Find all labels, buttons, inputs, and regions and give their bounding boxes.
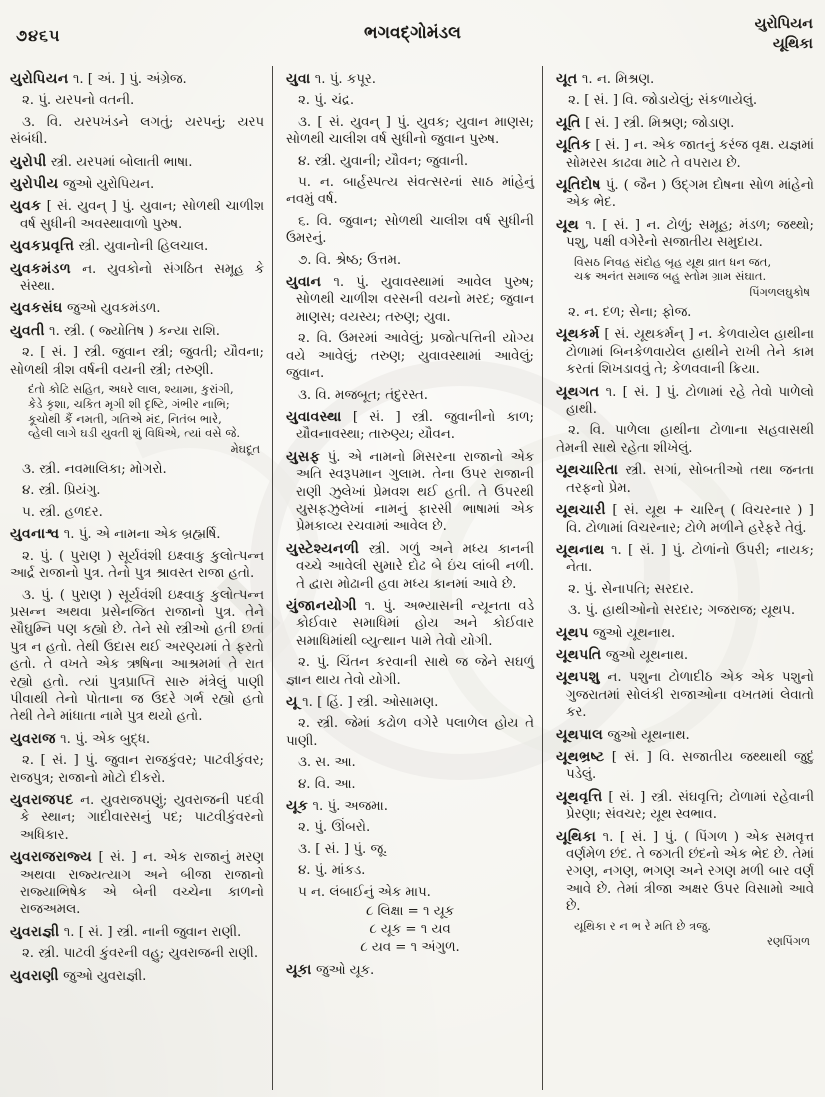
entry-sense: ૫. સ્ત્રી. હળદર.	[22, 504, 103, 520]
dictionary-entry: યૂથપશુ ન. પશુના ટોળાદીઠ એક એક પશુનો ગુજરાતમાં સોલંકી રાજાઓના વખતમાં લેવાતો કર.	[556, 669, 814, 721]
verse-line: વિસઠ નિવહ સંદોહ બૃહ યૂથ વ્રાત ધન જત,	[574, 254, 772, 269]
entry-sense: ૨. પું. ચંદ્ર.	[298, 93, 355, 109]
entry-sense: ૨. પું. ( પુરાણ ) સૂર્યવંશી ઇક્ષ્વાકુ કુલોત્પન્ન આર્દ્ર રાજાનો પુત્ર. તેનો પુત્ર શ્રાવસ્ત રાજા હતો.	[10, 548, 264, 582]
measure-line: ૮ લિક્ષા = ૧ યૂક	[365, 904, 455, 920]
entry-headword: યૂથિકા	[556, 828, 597, 845]
dictionary-entry: યુસ્ટેશ્યનળી સ્ત્રી. ગળું અને મધ્ય કાનની વચ્ચે આવેલી સુમારે દોઢ બે ઇંચ લાંબી નળી. તે દ્વારા મોઢાની હવા મધ્ય કાનમાં આવે છે.	[286, 540, 534, 592]
verse-line: કેડે કૃશા, ચકિત મૃગી શી દૃષ્ટિ, ગંભીર નાભિ;	[28, 396, 230, 411]
dictionary-entry: યુવકપ્રવૃત્તિ સ્ત્રી. યુવાનોની હિલચાલ.	[10, 238, 209, 255]
measure-table	[286, 903, 534, 957]
dictionary-entry: યુવરાજપદ ન. યુવરાજપણું; યુવરાજની પદવી કે સ્થાન; ગાદીવારસનું પદ; પાટવીકુંવરનો અધિકાર.	[10, 791, 264, 843]
entry-headword: યુવા	[286, 71, 311, 87]
book-title: ભગવદ્ગોમંડલ	[364, 23, 461, 43]
entry-sense: ૨. પું. યરપનો વતની.	[22, 93, 135, 109]
entry-sense: ૨. વિ. ઉમરમાં આવેલું; પ્રજોત્પત્તિની યોગ્ય વયે આવેલું; તરુણ; યુવાવસ્થામાં આવેલું; જુવાન.	[286, 331, 534, 382]
entry-headword: યુવાવસ્થા	[286, 408, 342, 425]
entry-sense: ૨. પું. ચિંતન કરવાની સાથે જ જેને સઘળું જ્ઞાન થાય તેવો યોગી.	[286, 655, 534, 688]
dictionary-entry: યૂથ ૧. [ સં. ] ન. ટોળું; સમૂહ; મંડળ; જથ્થો; પશુ, પક્ષી વગેરેનો સજાતીય સમુદાય.	[556, 216, 814, 251]
entry-headword: યૂથપ	[556, 624, 589, 641]
dictionary-entry: યૂથચારિતા સ્ત્રી. સગાં, સોબતીઓ તથા જનતા તરફનો પ્રેમ.	[556, 462, 814, 496]
entry-sense: ૪. સ્ત્રી. પ્રિયંગુ.	[22, 483, 101, 499]
dictionary-entry: યુવક [ સં. યુવન્ ] પું. યુવાન; સોળથી ચાળીશ વર્ષ સુધીની અવસ્થાવાળો પુરુષ.	[10, 198, 264, 232]
entry-sense: ૪. વિ. આ.	[298, 776, 356, 792]
entry-sense: ૪. પું. માંકડ.	[298, 863, 366, 879]
entry-sense: ૨. સ્ત્રી. જેમાં કઢોળ વગેરે પલાળેલ હોય તે પાણી.	[286, 716, 534, 749]
entry-headword: યુવકપ્રવૃત્તિ	[10, 238, 75, 255]
entry-sense: ૫ ન. લંબાઈનું એક માપ.	[298, 884, 431, 900]
dictionary-entry: યુવરાજરાજ્ય [ સં. ] ન. એક રાજાનું મરણ અથવા રાજ્યત્યાગ અને બીજા રાજાનો રાજ્યાભિષેક એ બેની વચ્ચેના કાળનો રાજઅમલ.	[10, 849, 264, 918]
dictionary-entry: યૂથનાથ ૧. [ સં. ] પું. ટોળાંનો ઉપરી; નાયક; નેતા.	[556, 541, 814, 576]
dictionary-entry: યૂ ૧. [ હિં. ] સ્ત્રી. ઓસામણ.	[286, 694, 439, 710]
entry-headword: યુસફ	[286, 448, 321, 465]
entry-sense: ૫. ન. બાર્હસ્પત્ય સંવત્સરનાં સાઠ માંહેનું નવમું વર્ષ.	[286, 175, 534, 208]
column-right	[542, 66, 816, 1090]
verse-line: વ્હેલી લાગે ઘડી યુવતી શું વિધિએ, ત્યાં વસે જે.	[28, 426, 241, 441]
entry-headword: યૂથપશુ	[556, 669, 600, 686]
entry-headword: યૂથચારિતા	[556, 462, 619, 479]
dictionary-entry: યુવકસંઘ જુઓ યુવકમંડળ.	[10, 300, 161, 317]
entry-headword: યૂતિદોષ	[556, 177, 601, 194]
entry-headword: યુવક	[10, 198, 42, 215]
dictionary-entry: યૂતિદોષ પું. ( જૈન ) ઉદ્ગમ દોષના સોળ માંહેનો એક ભેદ.	[556, 177, 814, 211]
entry-headword: યૂથ	[556, 216, 580, 233]
entry-headword: યૂત	[556, 71, 578, 87]
entry-sense: ૭. વિ. શ્રેષ્ઠ; ઉત્તમ.	[298, 252, 402, 268]
quotation-verse	[574, 255, 814, 300]
entry-sense: ૨. વિ. પાળેલા હાથીના ટોળાના સહવાસથી તેમની સાથે રહેતા શીખેલું.	[556, 423, 814, 456]
dictionary-entry: યુરોપી સ્ત્રી. યરપમાં બોલાતી ભાષા.	[10, 153, 193, 170]
entry-sense: ૬. વિ. જુવાન; સોળથી ચાલીશ વર્ષ સુધીની ઉમરનું.	[286, 213, 534, 247]
dictionary-entry: યુંજાનયોગી ૧. પું. અભ્યાસની ન્યૂનતા વડે કોઈવાર સમાધિમાં હોય અને કોઈવાર સમાધિમાંથી વ્યુત્થાન પામે તેવો યોગી.	[286, 597, 534, 649]
entry-headword: યૂથપાલ	[556, 726, 604, 743]
dictionary-entry: યુરોપીય જુઓ યુરોપિયન.	[10, 176, 155, 193]
dictionary-entry: યુવરાજ્ઞી ૧. [ સં. ] સ્ત્રી. નાની જુવાન રાણી.	[10, 923, 242, 940]
entry-headword: યુવરાજરાજ્ય	[10, 849, 93, 866]
quotation-verse	[28, 382, 264, 457]
entry-headword: યુરોપી	[10, 153, 47, 170]
dictionary-entry: યુરોપિયન ૧. [ અં. ] પું. અંગ્રેજ.	[10, 71, 187, 87]
dictionary-columns	[0, 64, 825, 1090]
entry-sense: ૨. પું. ઊંબરો.	[298, 820, 371, 836]
dictionary-entry: યૂથિકા ૧. [ સં. ] પું. ( પિંગળ ) એક સમવૃત્ત વર્ણમેળ છંદ. તે જગતી છંદનો એક ભેદ છે. તેમાં રગણ, નગણ, ભગણ અને રગણ મળી બાર વર્ણ આવે છે. તેમાં ત્રીજા અક્ષર ઉપર વિસામો આવે છે.	[556, 828, 814, 915]
dictionary-entry: યુવાન ૧. પું. યુવાવસ્થામાં આવેલ પુરુષ; સોળથી ચાળીશ વરસની વયનો મરદ; જુવાન માણસ; વયસ્ય; તરુણ; યુવા.	[286, 274, 534, 325]
entry-headword: યૂથગત	[556, 383, 600, 400]
entry-headword: યૂથનાથ	[556, 541, 605, 558]
guide-words	[755, 14, 813, 53]
entry-headword: યુવરાજ	[10, 730, 56, 747]
dictionary-entry: યૂતિ [ સં. ] સ્ત્રી. મિશ્રણ; જોડાણ.	[556, 114, 735, 131]
entry-headword: યુસ્ટેશ્યનળી	[286, 540, 360, 557]
entry-sense: ૩. વિ. મજબૂત; તંદુરસ્ત.	[298, 387, 428, 403]
entry-sense: ૨. સ્ત્રી. પાટવી કુંવરની વહુ; યુવરાજની રાણી.	[22, 946, 259, 962]
entry-headword: યુવરાણી	[10, 967, 59, 984]
entry-sense: ૨. પું. સેનાપતિ; સરદાર.	[568, 581, 694, 597]
verse-citation: રણપિંગળ	[767, 934, 810, 949]
entry-sense: ૨. [ સં. ] પું. જુવાન રાજકુંવર; પાટવીકુંવર; રાજપુત્ર; રાજાનો મોટો દીકરો.	[10, 753, 264, 786]
quotation-verse	[574, 919, 814, 950]
dictionary-entry: યૂતિક [ સં. ] ન. એક જાતનું કરંજ વૃક્ષ. યજ્ઞમાં સોમરસ કાઢવા માટે તે વપરાય છે.	[556, 137, 814, 171]
verse-citation: મેઘદૂત	[230, 442, 260, 457]
dictionary-entry: યૂથવૃત્તિ [ સં. ] સ્ત્રી. સંઘવૃત્તિ; ટોળામાં રહેવાની પ્રેરણા; સંવચર; યૂથ સ્વભાવ.	[556, 788, 814, 823]
entry-sense: ૩. [ સં. યુવન્ ] પું. યુવક; યુવાન માણસ; સોળથી ચાલીશ વર્ષ સુધીનો જુવાન પુરુષ.	[286, 114, 534, 148]
dictionary-entry: યુવનાશ્વ ૧. પું. એ નામના એક બ્રહ્મર્ષિ.	[10, 526, 221, 543]
entry-headword: યુવકમંડળ	[10, 260, 72, 277]
entry-sense: ૨. ન. દળ; સેના; ફોજ.	[568, 305, 692, 321]
dictionary-entry: યૂથપાલ જુઓ યૂથનાથ.	[556, 726, 690, 743]
dictionary-entry: યૂથભ્રષ્ટ [ સં. ] વિ. સજાતીય જથ્થાથી જુદું પડેલું.	[556, 748, 814, 783]
entry-headword: યુવાન	[286, 274, 322, 291]
page-number: ૭૪૬૫	[16, 26, 61, 45]
entry-sense: ૨. [ સં. ] વિ. જોડાયેલું; સંકળાયેલું.	[568, 93, 758, 109]
dictionary-entry: યૂથચારી [ સં. યૂથ + ચારિન્ ( વિચરનાર ) ] વિ. ટોળામાં વિચરનાર; ટોળે મળીને હરેફરે તેવું.	[556, 502, 814, 536]
dictionary-entry: યુવકમંડળ ન. યુવકોનો સંગઠિત સમૂહ કે સંસ્થા.	[10, 260, 264, 295]
measure-line: ૮ યૂક = ૧ યવ	[369, 922, 451, 938]
entry-sense: ૩. [ સં. ] પું. જૂ.	[298, 841, 388, 857]
entry-sense: ૩. પું. ( પુરાણ ) સૂર્યવંશી ઇક્ષ્વાકુ કુલોત્પન્ન પ્રસન્ન અથવા પ્રસેનજિત રાજાનો પુત્ર. તેને સૌઘુમ્નિ પણ કહ્યો છે. તેને સો સ્ત્રીઓ હતી છતાં પુત્ર ન હતો. તેથી ઉદાસ થઈ અરણ્યમાં તે ફરતો હતો. તે વખતે એક ઋષિના આશ્રમમાં તે રાત રહ્યો હતો. ત્યાં પુત્રપ્રાપ્તિ સારુ મંત્રેલું પાણી પીવાથી તેનો પોતાના જ ઉદરે ગર્ભ રહ્યો હતો તેથી તેને માંધાતા નામે પુત્ર થયો હતો.	[10, 587, 264, 725]
verse-citation: પિંગળલઘુકોષ	[749, 285, 810, 300]
entry-headword: યુવરાજ્ઞી	[10, 923, 60, 940]
entry-sense: ૩. પું. હાથીઓનો સરદાર; ગજરાજ; યૂથપ.	[568, 603, 796, 619]
entry-headword: યુંજાનયોગી	[286, 597, 357, 614]
dictionary-entry: યુવતી ૧. સ્ત્રી. ( જ્યોતિષ ) કન્યા રાશિ.	[10, 322, 220, 339]
entry-sense: ૪. સ્ત્રી. યુવાની; યૌવન; જુવાની.	[298, 153, 469, 169]
entry-headword: યુવકસંઘ	[10, 300, 63, 317]
dictionary-entry: યુસફ પું. એ નામનો મિસરના રાજાનો એક અતિ સ્વરૂપમાન ગુલામ. તેના ઉપર રાજાની રાણી ઝુલેખાં પ્રેમવશ થઈ હતી. તે ઉપરથી યુસફઝુલેખાં નામનું ફારસી ભાષામાં એક પ્રેમકાવ્ય રચવામાં આવેલ છે.	[286, 448, 534, 535]
guide-word-last: યૂથિકા	[772, 34, 813, 52]
entry-headword: યુરોપીય	[10, 176, 59, 193]
dictionary-entry: યૂથકર્મ [ સં. યૂથકર્મન્ ] ન. કેળવાયેલ હાથીના ટોળામાં બિનકેળવાયેલ હાથીને રાખી તેને કામ કરતાં શિખડાવવું તે; કેળવવાની ક્રિયા.	[556, 326, 814, 378]
dictionary-entry: યૂથપતિ જુઓ યૂથનાથ.	[556, 646, 689, 663]
entry-headword: યૂકા	[286, 962, 312, 979]
dictionary-entry: યુવરાણી જુઓ યુવરાજ્ઞી.	[10, 967, 147, 984]
entry-sense: ૩. વિ. યરપખંડને લગતું; યરપનું; યરપ સંબંધી.	[10, 114, 264, 148]
dictionary-entry: યૂક ૧. પું. અજમા.	[286, 798, 389, 815]
page-header	[0, 0, 825, 64]
entry-headword: યુરોપિયન	[10, 71, 69, 87]
entry-headword: યૂતિ	[556, 114, 581, 131]
entry-sense: ૩. સ. આ.	[298, 755, 356, 771]
entry-headword: યૂતિક	[556, 137, 592, 154]
column-middle	[272, 66, 542, 1090]
entry-headword: યૂ	[286, 694, 298, 710]
entry-headword: યૂથપતિ	[556, 646, 602, 663]
dictionary-entry: યુવાવસ્થા [ સં. ] સ્ત્રી. જુવાનીનો કાળ; યૌવનાવસ્થા; તારુણ્ય; યૌવન.	[286, 408, 534, 443]
verse-line: કૂચોથી કૈં નમતી, ગતિએ મંદ, નિતંબ ભારે,	[28, 411, 222, 426]
measure-line: ૮ યવ = ૧ અંગુળ.	[360, 940, 460, 956]
dictionary-entry: યુવરાજ ૧. પું. એક બુદ્ધ.	[10, 730, 151, 747]
guide-word-first: યુરોપિયન	[754, 15, 813, 32]
entry-headword: યૂક	[286, 798, 309, 815]
entry-sense: ૨. [ સં. ] સ્ત્રી. જુવાન સ્ત્રી; જુવતી; યૌવના; સોળથી ત્રીશ વર્ષની વયની સ્ત્રી; તરુણી.	[10, 345, 264, 378]
column-left	[10, 66, 272, 1090]
dictionary-entry: યૂત ૧. ન. મિશ્રણ.	[556, 71, 655, 87]
entry-headword: યૂથવૃત્તિ	[556, 788, 603, 805]
entry-sense: ૩. સ્ત્રી. નવમાલિકા; મોગરો.	[22, 462, 167, 478]
dictionary-entry: યુવા ૧. પું. કપૂર.	[286, 71, 376, 87]
entry-headword: યૂથભ્રષ્ટ	[556, 748, 605, 765]
entry-headword: યૂથચારી	[556, 502, 606, 519]
verse-line: દંતો કોટિ સહિત, અધરે લાલ, શ્યામા, કુરાંગી,	[28, 382, 234, 397]
dictionary-entry: યૂકા જુઓ યૂક.	[286, 962, 375, 979]
entry-headword: યુવનાશ્વ	[10, 526, 60, 543]
verse-line: યૂથિકા ર ન ભ રે મતિ છે ત્રજુ.	[574, 918, 711, 933]
dictionary-entry: યૂથગત ૧. [ સં. ] પું. ટોળામાં રહે તેવો પાળેલો હાથી.	[556, 383, 814, 418]
verse-line: ચક્ર અનંત સમાજ બહુ સ્તોમ ગ્રામ સંઘાત.	[574, 269, 767, 284]
entry-headword: યૂથકર્મ	[556, 326, 600, 343]
dictionary-entry: યૂથપ જુઓ યૂથનાથ.	[556, 624, 676, 641]
entry-headword: યુવરાજપદ	[10, 791, 74, 808]
entry-headword: યુવતી	[10, 322, 45, 339]
